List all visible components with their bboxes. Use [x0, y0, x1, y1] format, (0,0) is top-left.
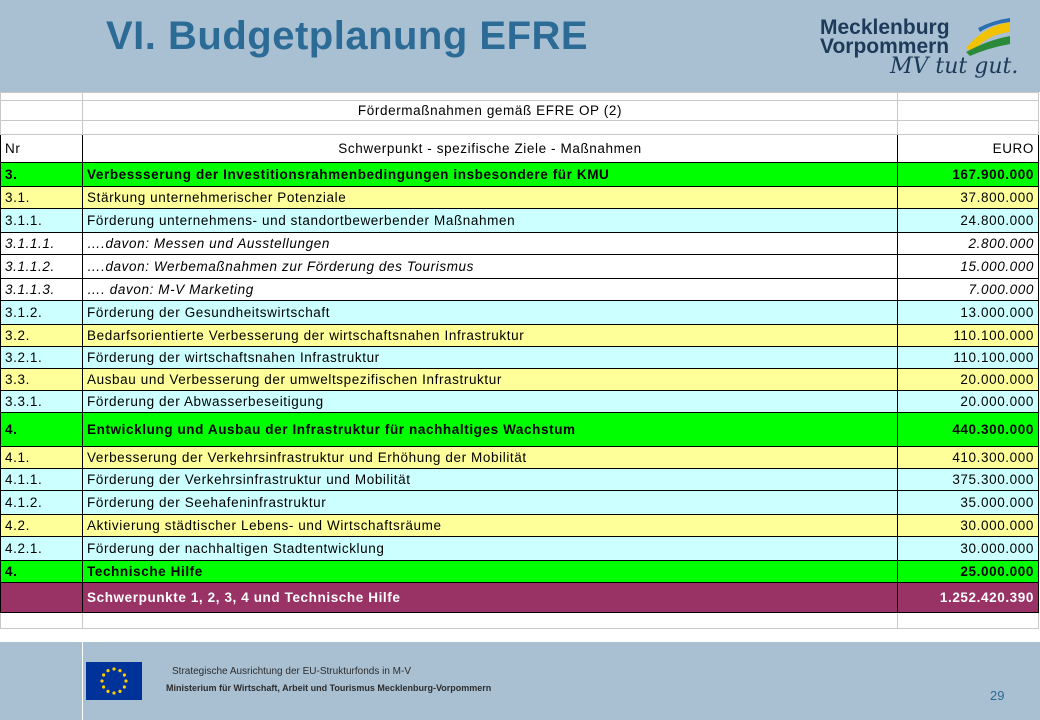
spacer-row [1, 121, 1039, 135]
table-row [1, 255, 1039, 279]
eu-star-icon [123, 685, 126, 688]
cell-desc: Bedarfsorientierte Verbesserung der wirtschaftsnahen Infrastruktur [83, 325, 898, 347]
header-desc: Schwerpunkt - spezifische Ziele - Maßnahmen [83, 135, 898, 163]
cell-amount: 110.100.000 [898, 325, 1039, 347]
total-nr [1, 583, 83, 613]
footer-line-2: Ministerium für Wirtschaft, Arbeit und Tourismus Mecklenburg-Vorpommern [166, 683, 492, 693]
cell-amount: 2.800.000 [898, 233, 1039, 255]
footer-line-1: Strategische Ausrichtung der EU-Strukturfonds in M-V [172, 666, 411, 677]
cell-desc: Entwicklung und Ausbau der Infrastruktur für nachhaltiges Wachstum [83, 413, 898, 447]
table-row [1, 391, 1039, 413]
cell-nr: 3.1.2. [1, 301, 83, 325]
cell-amount: 37.800.000 [898, 187, 1039, 209]
table-row [1, 537, 1039, 561]
table-row [1, 163, 1039, 187]
cell-nr: 3.1.1. [1, 209, 83, 233]
table-row [1, 347, 1039, 369]
logo-emblem-icon [964, 18, 1012, 56]
cell-desc: Verbessserung der Investitionsrahmenbedingungen insbesondere für KMU [83, 163, 898, 187]
eu-star-icon [100, 679, 103, 682]
budget-table [0, 92, 1039, 629]
caption-row [1, 101, 1039, 121]
cell-amount: 375.300.000 [898, 469, 1039, 491]
cell-amount: 20.000.000 [898, 391, 1039, 413]
header-nr: Nr [1, 135, 83, 163]
cell-nr: 4.1. [1, 447, 83, 469]
cell-nr: 3.2.1. [1, 347, 83, 369]
cell-desc: Förderung unternehmens- und standortbewerbender Maßnahmen [83, 209, 898, 233]
table-row [1, 469, 1039, 491]
cell-nr: 3.3. [1, 369, 83, 391]
cell-nr: 3.3.1. [1, 391, 83, 413]
mv-logo [820, 16, 1020, 79]
divider [82, 642, 83, 720]
eu-flag-icon [86, 662, 142, 700]
empty-row [1, 93, 1039, 101]
cell-desc: Verbesserung der Verkehrsinfrastruktur und Erhöhung der Mobilität [83, 447, 898, 469]
cell-amount: 7.000.000 [898, 279, 1039, 301]
cell-amount: 20.000.000 [898, 369, 1039, 391]
cell-desc: Förderung der wirtschaftsnahen Infrastruktur [83, 347, 898, 369]
table-row [1, 187, 1039, 209]
table-row [1, 369, 1039, 391]
table-caption: Fördermaßnahmen gemäß EFRE OP (2) [83, 101, 898, 121]
table-row [1, 233, 1039, 255]
slide-header [0, 0, 1040, 92]
eu-star-icon [118, 690, 121, 693]
table-row [1, 279, 1039, 301]
cell-desc: Förderung der nachhaltigen Stadtentwicklung [83, 537, 898, 561]
table-row [1, 447, 1039, 469]
cell-desc: Förderung der Gesundheitswirtschaft [83, 301, 898, 325]
table-row [1, 301, 1039, 325]
slide-footer [0, 642, 1040, 720]
cell-amount: 24.800.000 [898, 209, 1039, 233]
cell-nr: 4. [1, 413, 83, 447]
cell-amount: 30.000.000 [898, 537, 1039, 561]
header-amount: EURO [898, 135, 1039, 163]
total-amount: 1.252.420.390 [898, 583, 1039, 613]
cell-desc: Aktivierung städtischer Lebens- und Wirtschaftsräume [83, 515, 898, 537]
cell-nr: 3.1. [1, 187, 83, 209]
cell-desc: …. davon: M-V Marketing [83, 279, 898, 301]
table-row [1, 515, 1039, 537]
eu-star-icon [112, 667, 115, 670]
cell-nr: 4.2.1. [1, 537, 83, 561]
cell-amount: 410.300.000 [898, 447, 1039, 469]
page-title: VI. Budgetplanung EFRE [106, 14, 589, 58]
cell-desc: ….davon: Messen und Ausstellungen [83, 233, 898, 255]
eu-star-icon [123, 673, 126, 676]
total-desc: Schwerpunkte 1, 2, 3, 4 und Technische Hilfe [83, 583, 898, 613]
cell-amount: 35.000.000 [898, 491, 1039, 515]
page-number: 29 [990, 688, 1005, 703]
cell-nr: 3.1.1.3. [1, 279, 83, 301]
eu-star-icon [106, 669, 109, 672]
cell-amount: 167.900.000 [898, 163, 1039, 187]
eu-star-icon [112, 691, 115, 694]
logo-slogan: MV tut gut. [890, 54, 1019, 79]
cell-nr: 4. [1, 561, 83, 583]
table-row [1, 561, 1039, 583]
cell-amount: 15.000.000 [898, 255, 1039, 279]
total-row [1, 583, 1039, 613]
empty-row [1, 613, 1039, 629]
cell-desc: Technische Hilfe [83, 561, 898, 583]
cell-desc: Förderung der Seehafeninfrastruktur [83, 491, 898, 515]
cell-amount: 440.300.000 [898, 413, 1039, 447]
cell-desc: Förderung der Verkehrsinfrastruktur und Mobilität [83, 469, 898, 491]
table-row [1, 491, 1039, 515]
cell-nr: 3.2. [1, 325, 83, 347]
cell-nr: 4.2. [1, 515, 83, 537]
table-row [1, 413, 1039, 447]
eu-star-icon [102, 673, 105, 676]
cell-desc: Förderung der Abwasserbeseitigung [83, 391, 898, 413]
cell-nr: 3.1.1.1. [1, 233, 83, 255]
cell-nr: 4.1.2. [1, 491, 83, 515]
eu-star-icon [124, 679, 127, 682]
cell-desc: ….davon: Werbemaßnahmen zur Förderung des Tourismus [83, 255, 898, 279]
logo-line-2: Vorpommern [820, 35, 950, 58]
cell-desc: Stärkung unternehmerischer Potenziale [83, 187, 898, 209]
logo-line-1: Mecklenburg [820, 16, 950, 39]
cell-desc: Ausbau und Verbesserung der umweltspezifischen Infrastruktur [83, 369, 898, 391]
table-row [1, 209, 1039, 233]
cell-amount: 13.000.000 [898, 301, 1039, 325]
eu-star-icon [118, 669, 121, 672]
table-row [1, 325, 1039, 347]
cell-amount: 110.100.000 [898, 347, 1039, 369]
cell-nr: 3.1.1.2. [1, 255, 83, 279]
cell-amount: 30.000.000 [898, 515, 1039, 537]
header-row [1, 135, 1039, 163]
eu-star-icon [106, 690, 109, 693]
cell-nr: 4.1.1. [1, 469, 83, 491]
spreadsheet [0, 92, 1040, 642]
cell-nr: 3. [1, 163, 83, 187]
eu-star-icon [102, 685, 105, 688]
cell-amount: 25.000.000 [898, 561, 1039, 583]
